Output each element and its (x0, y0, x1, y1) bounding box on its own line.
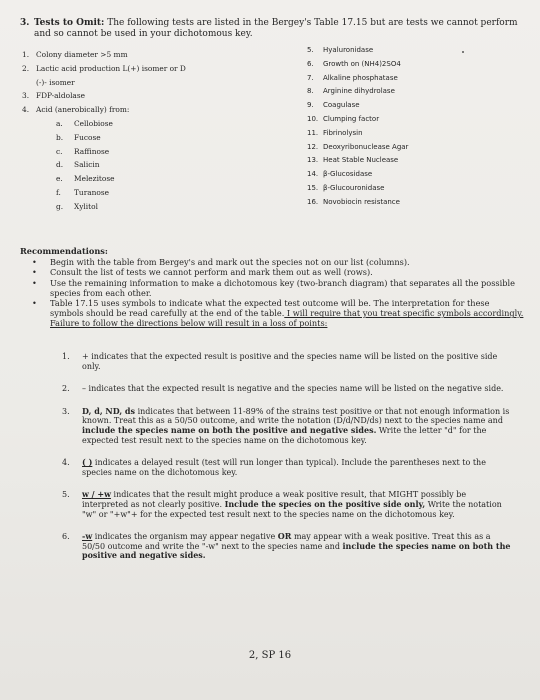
rule-number: 4. (62, 458, 70, 468)
tests-to-omit-section (20, 18, 520, 40)
rule-text: indicates the organism may appear negative (92, 532, 278, 542)
list-item: 8. Arginine dihydrolase (307, 87, 395, 96)
rule-text: ( ) (82, 457, 93, 468)
list-item: 13. Heat Stable Nuclease (307, 156, 399, 165)
rule-text: w / +w (82, 489, 111, 500)
list-item: g. Xylitol (56, 201, 98, 211)
list-item: (-)- isomer (36, 77, 75, 87)
rule-number: 5. (62, 490, 70, 500)
list-item: b. Fucose (56, 132, 101, 142)
list-item: 12. Deoxyribonuclease Agar (307, 142, 409, 151)
list-item: 9. Coagulase (307, 101, 360, 110)
pen-mark (462, 51, 464, 53)
requirement-note: I will require that you treat specific symbols accordingly. Failure to follow the directions below will result in a loss of points: (50, 308, 524, 329)
rule-text: – indicates that the expected result is negative and the species name will be listed on the negative side. (82, 384, 504, 394)
symbol-rule (62, 532, 512, 561)
rule-text: indicates that between 11-89% of the strains test positive or that not enough information is known. Treat this as a 50/50 outcome, and write the notation (D/d/ND/ds) next to the species name and (82, 406, 510, 426)
rule-text: include the species name on both the positive and negative sides. (82, 424, 377, 435)
rule-text: indicates a delayed result (test will run longer than typical). Include the parentheses next to the species name on the dichotomous key. (82, 458, 486, 477)
page-footer: 2, SP 16 (248, 650, 292, 661)
omit-list-left (22, 48, 186, 214)
list-item: 16. Novobiocin resistance (307, 197, 400, 206)
section-intro (34, 18, 520, 40)
rule-text: include the species name on both the positive and negative sides. (82, 540, 511, 561)
recommendations-heading: Recommendations: (20, 246, 108, 256)
symbol-rule (62, 384, 512, 394)
rule-text: + indicates that the expected result is positive and the species name will be listed on the positive side only. (82, 352, 498, 371)
rule-text: OR (277, 531, 292, 542)
list-item: 4. Acid (anerobically) from: (22, 105, 130, 115)
list-item: • Use the remaining information to make a dichotomous key (two-branch diagram) that separates all the possible species from each other. (32, 277, 515, 298)
list-item: a. Cellobiose (56, 118, 113, 128)
list-item: • Consult the list of tests we cannot perform and mark them out as well (rows). (32, 267, 373, 278)
rule-text: may appear with a weak positive. Treat this as a 50/50 outcome and write the "-w" next to the species name and (82, 532, 491, 551)
rule-text: Write the letter "d" for the expected test result next to the species name on the dichotomous key. (82, 425, 487, 445)
recommendations-list (20, 257, 525, 328)
list-item: 14. β-Glucosidase (307, 170, 373, 179)
section-number: 3. (20, 18, 30, 28)
list-item: 11. Fibrinolysin (307, 128, 363, 137)
section-title: Tests to Omit: (34, 18, 105, 28)
symbol-rule (62, 458, 512, 477)
rule-text: indicates that the result might produce a weak positive result, that MIGHT possibly be interpreted as not clearly positive. (82, 490, 467, 509)
omit-list-right (307, 44, 408, 210)
rule-text: Include the species on the positive side only, (224, 498, 426, 509)
list-item: f. Turanose (56, 187, 110, 197)
list-item: • Begin with the table from Bergey's and mark out the species not on our list (columns). (32, 257, 410, 268)
rule-text: -w (82, 531, 93, 542)
list-item: 1. Colony diameter >5 mm (22, 50, 128, 59)
rule-number: 1. (62, 352, 70, 361)
rule-number: 2. (62, 384, 70, 394)
rule-text: D, d, ND, ds (82, 405, 136, 416)
symbol-rules-list (62, 352, 512, 574)
section-text: The following tests are listed in the Bergey's Table 17.15 but are tests we cannot perform and so cannot be used in your dichotomous key. (34, 18, 518, 39)
list-item: c. Raffinose (56, 146, 110, 156)
list-item: d. Salicin (56, 160, 100, 170)
rule-number: 6. (62, 532, 70, 542)
symbol-rule (62, 407, 512, 445)
rule-text: Write the notation "w" or "+w"+ for the expected test result next to the species name on the dichotomous key. (82, 499, 502, 519)
list-item: 10. Clumping factor (307, 114, 380, 123)
list-item: e. Melezitose (56, 174, 115, 184)
acid-sublist (22, 117, 186, 214)
symbol-rule (62, 352, 512, 371)
list-item: 15. β-Glucouronidase (307, 183, 385, 192)
list-item: • Table 17.15 uses symbols to indicate what the expected test outcome will be. The interpretation for these symbols should be read carefully at the end of the table. I will require that you treat specific symbols accordingly. Failure to follow the directions below will result in a loss of points: (32, 298, 524, 329)
symbol-rule (62, 490, 512, 519)
recommendations-section (20, 246, 525, 329)
list-item: 7. Alkaline phosphatase (307, 73, 398, 82)
list-item: 3. FDP-aldolase (22, 91, 86, 101)
list-item: 2. Lactic acid production L(+) isomer or D (22, 63, 186, 73)
list-item: 6. Growth on (NH4)2SO4 (307, 59, 401, 68)
list-item: 5. Hyaluronidase (307, 46, 374, 54)
rule-number: 3. (62, 406, 70, 416)
